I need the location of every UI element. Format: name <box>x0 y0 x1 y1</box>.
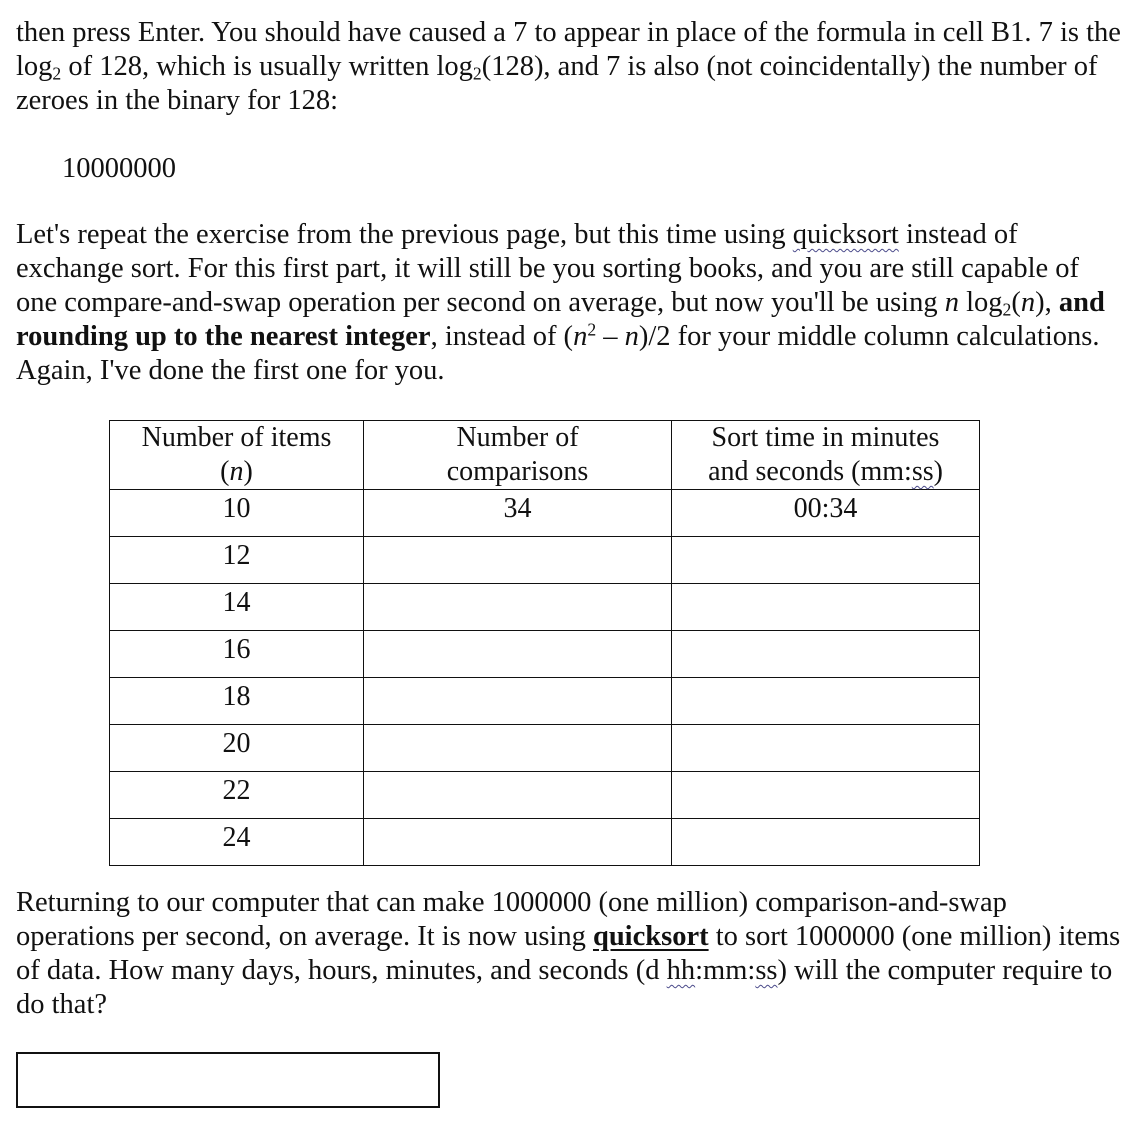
cell-comparisons[interactable] <box>364 631 672 678</box>
table-row <box>110 584 980 631</box>
cell-sort-time[interactable] <box>672 772 980 819</box>
cell-sort-time[interactable] <box>672 537 980 584</box>
cell-sort-time[interactable] <box>672 584 980 631</box>
table-header-row <box>110 421 980 490</box>
header-number-of-items: Number of items (n) <box>110 421 364 490</box>
cell-comparisons[interactable] <box>364 537 672 584</box>
bold-instruction: and rounding up to the nearest integer <box>16 287 1105 352</box>
cell-sort-time[interactable] <box>672 678 980 725</box>
table-row <box>110 819 980 866</box>
table-row <box>110 772 980 819</box>
cell-comparisons[interactable] <box>364 772 672 819</box>
table-row <box>110 631 980 678</box>
intro-paragraph: then press Enter. You should have caused a 7 to appear in place of the formula in cell B1. 7 is the $\log_2$ of 128, which is usually written $\log_2(128)$, and 7 is also (not coincidentally) the number of zeroes in the binary for 128: <box>16 17 1121 116</box>
cell-n: 18 <box>110 678 364 725</box>
instructions-paragraph: Let's repeat the exercise from the previous page, but this time using quicksort instead of exchange sort. For this first part, it will still be you sorting books, and you are still capable of one compare-and-swap operation per second on average, but now you'll be using n $\log_2(n)$, and rounding up to the nearest integer, instead of $(n^2 - n)/2$ for your middle column calculations. Again, I've done the first one for you. <box>16 219 1105 386</box>
cell-sort-time[interactable]: 00:34 <box>672 490 980 537</box>
cell-n: 14 <box>110 584 364 631</box>
cell-n: 20 <box>110 725 364 772</box>
cell-n: 16 <box>110 631 364 678</box>
cell-comparisons[interactable] <box>364 819 672 866</box>
cell-comparisons[interactable] <box>364 584 672 631</box>
cell-n: 10 <box>110 490 364 537</box>
answer-input[interactable] <box>16 1052 440 1108</box>
cell-n: 22 <box>110 772 364 819</box>
cell-comparisons[interactable] <box>364 725 672 772</box>
cell-comparisons[interactable] <box>364 678 672 725</box>
cell-n: 12 <box>110 537 364 584</box>
cell-sort-time[interactable] <box>672 631 980 678</box>
cell-n: 24 <box>110 819 364 866</box>
question-paragraph: Returning to our computer that can make 1000000 (one million) comparison-and-swap operations per second, on average. It is now using quicksort to sort 1000000 (one million) items of data. How many days, hours, minutes, and seconds (d hh:mm:ss) will the computer require to do that? <box>16 887 1121 1020</box>
quicksort-term: quicksort <box>792 219 899 250</box>
quicksort-bold-term: quicksort <box>592 921 709 952</box>
header-number-of-comparisons: Number of comparisons <box>364 421 672 490</box>
cell-comparisons[interactable]: 34 <box>364 490 672 537</box>
cell-sort-time[interactable] <box>672 725 980 772</box>
binary-value: 10000000 <box>62 153 176 184</box>
sort-time-table <box>109 420 980 866</box>
table-row <box>110 678 980 725</box>
table-row <box>110 537 980 584</box>
table-row <box>110 490 980 537</box>
header-sort-time: Sort time in minutes and seconds (mm:ss) <box>672 421 980 490</box>
cell-sort-time[interactable] <box>672 819 980 866</box>
table-row <box>110 725 980 772</box>
